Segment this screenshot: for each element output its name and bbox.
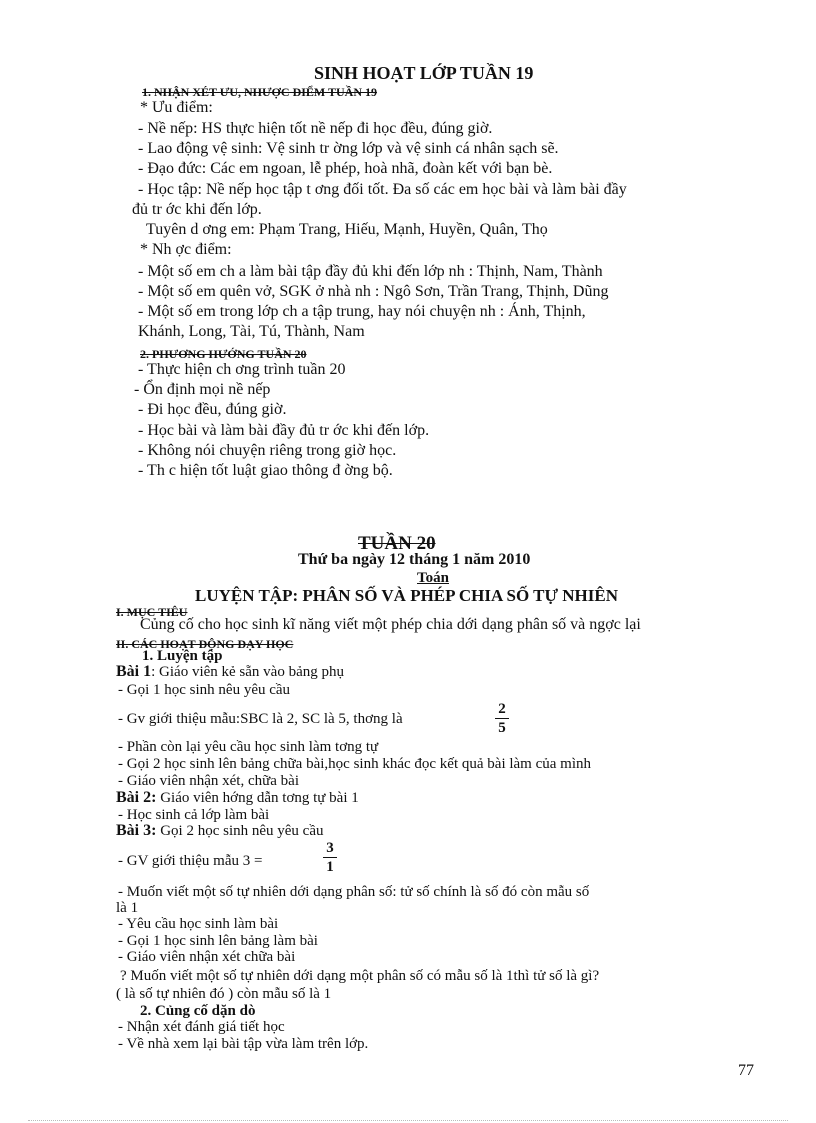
body-line: ( là số tự nhiên đó ) còn mẫu số là 1 <box>116 986 332 1002</box>
lesson-date: Thứ ba ngày 12 tháng 1 năm 2010 <box>298 551 531 568</box>
body-line: - Một số em trong lớp ch a tập trung, hay nói chuyện nh : Ánh, Thịnh, <box>138 303 586 320</box>
body-line: - Gv giới thiệu mẫu:SBC là 2, SC là 5, thơng là <box>118 711 403 727</box>
page-bottom-divider <box>28 1120 788 1121</box>
heading-hoat-dong: II. CÁC HOẠT ĐỘNG DẠY HỌC <box>116 637 294 651</box>
body-line: ? Muốn viết một số tự nhiên dới dạng một phân số có mẫu số là 1thì tử số là gì? <box>120 968 600 984</box>
body-line: - Học tập: Nề nếp học tập t ơng đối tốt. Đa số các em học bài và làm bài đầy <box>138 181 627 198</box>
body-line: - Gọi 2 học sinh lên bảng chữa bài,học sinh khác đọc kết quả bài làm của mình <box>118 756 591 772</box>
body-line: - Gọi 1 học sinh lên bảng làm bài <box>118 933 318 949</box>
bai-3-text: Gọi 2 học sinh nêu yêu cầu <box>156 823 324 839</box>
bai-2-line <box>116 789 359 807</box>
body-line: Củng cố cho học sinh kĩ năng viết một phép chia dới dạng phân số và ngợc lại <box>140 616 641 633</box>
nhuoc-diem-label: * Nh ợc điểm: <box>140 241 232 258</box>
uu-diem-label: * Ưu điểm: <box>140 99 213 116</box>
section-title-sinh-hoat: SINH HOẠT LỚP TUẦN 19 <box>314 63 534 83</box>
body-line: là 1 <box>116 900 139 916</box>
fraction-denominator: 1 <box>326 859 334 875</box>
body-line: - Nhận xét đánh giá tiết học <box>118 1019 285 1035</box>
heading-cung-co: 2. Củng cố dặn dò <box>140 1003 256 1019</box>
fraction-bar <box>323 857 337 858</box>
fraction-numerator: 3 <box>326 840 334 856</box>
fraction-bar <box>495 718 509 719</box>
body-line: - Đạo đức: Các em ngoan, lễ phép, hoà nhã, đoàn kết với bạn bè. <box>138 160 553 177</box>
bai-2-label: Bài 2: <box>116 789 157 806</box>
body-line: - Lao động vệ sinh: Vệ sinh tr ờng lớp và vệ sinh cá nhân sạch sẽ. <box>138 140 559 157</box>
body-line: - Giáo viên nhận xét chữa bài <box>118 949 296 965</box>
page-number: 77 <box>738 1062 754 1079</box>
heading-luyen-tap: 1. Luyện tập <box>142 648 223 664</box>
heading-muc-tieu: I. MỤC TIÊU <box>116 605 188 619</box>
body-line: đủ tr ớc khi đến lớp. <box>132 201 262 218</box>
body-line: - Một số em quên vở, SGK ở nhà nh : Ngô Sơn, Trần Trang, Thịnh, Dũng <box>138 283 609 300</box>
body-line: - Một số em ch a làm bài tập đầy đủ khi đến lớp nh : Thịnh, Nam, Thành <box>138 263 603 280</box>
bai-3-label: Bài 3: <box>116 822 157 839</box>
body-line: - Học sinh cả lớp làm bài <box>118 807 270 823</box>
week-title: TUẦN 20 <box>358 533 436 554</box>
body-line: - GV giới thiệu mẫu 3 = <box>118 853 263 869</box>
bai-1-text: : Giáo viên kẻ sẵn vào bảng phụ <box>151 664 344 680</box>
bai-1-line <box>116 663 344 681</box>
lesson-title: LUYỆN TẬP: PHÂN SỐ VÀ PHÉP CHIA SỐ TỰ NHIÊN <box>195 586 619 605</box>
bai-3-line <box>116 822 324 840</box>
body-line: - Không nói chuyện riêng trong giờ học. <box>138 442 397 459</box>
body-line: - Giáo viên nhận xét, chữa bài <box>118 773 299 789</box>
heading-phuong-huong: 2. PHƯƠNG HƯỚNG TUẦN 20 <box>140 347 307 361</box>
subject-title: Toán <box>417 570 449 586</box>
body-line: - Ổn định mọi nề nếp <box>134 381 271 398</box>
body-line: - Nề nếp: HS thực hiện tốt nề nếp đi học đều, đúng giờ. <box>138 120 493 137</box>
body-line: - Gọi 1 học sinh nêu yêu cầu <box>118 682 291 698</box>
body-line: - Muốn viết một số tự nhiên dới dạng phân số: tử số chính là số đó còn mẫu số <box>118 884 590 900</box>
body-line: - Về nhà xem lại bài tập vừa làm trên lớp. <box>118 1036 369 1052</box>
body-line: - Học bài và làm bài đầy đủ tr ớc khi đến lớp. <box>138 422 430 439</box>
body-line: Tuyên d ơng em: Phạm Trang, Hiếu, Mạnh, Huyền, Quân, Thọ <box>146 221 548 238</box>
body-line: Khánh, Long, Tài, Tú, Thành, Nam <box>138 323 365 340</box>
body-line: - Yêu cầu học sinh làm bài <box>118 916 279 932</box>
bai-2-text: Giáo viên hớng dẫn tơng tự bài 1 <box>156 790 359 806</box>
fraction-numerator: 2 <box>498 701 506 717</box>
body-line: - Phần còn lại yêu cầu học sinh làm tơng tự <box>118 739 379 755</box>
heading-nhan-xet: 1. NHẬN XÉT ƯU, NHƯỢC ĐIỂM TUẦN 19 <box>142 85 378 99</box>
body-line: - Th c hiện tốt luật giao thông đ ờng bộ. <box>138 462 393 479</box>
bai-1-label: Bài 1 <box>116 663 152 680</box>
fraction-denominator: 5 <box>498 720 506 736</box>
fraction-2-5 <box>495 701 509 736</box>
body-line: - Đi học đều, đúng giờ. <box>138 401 287 418</box>
fraction-3-1 <box>323 840 337 875</box>
body-line: - Thực hiện ch ơng trình tuần 20 <box>138 361 346 378</box>
